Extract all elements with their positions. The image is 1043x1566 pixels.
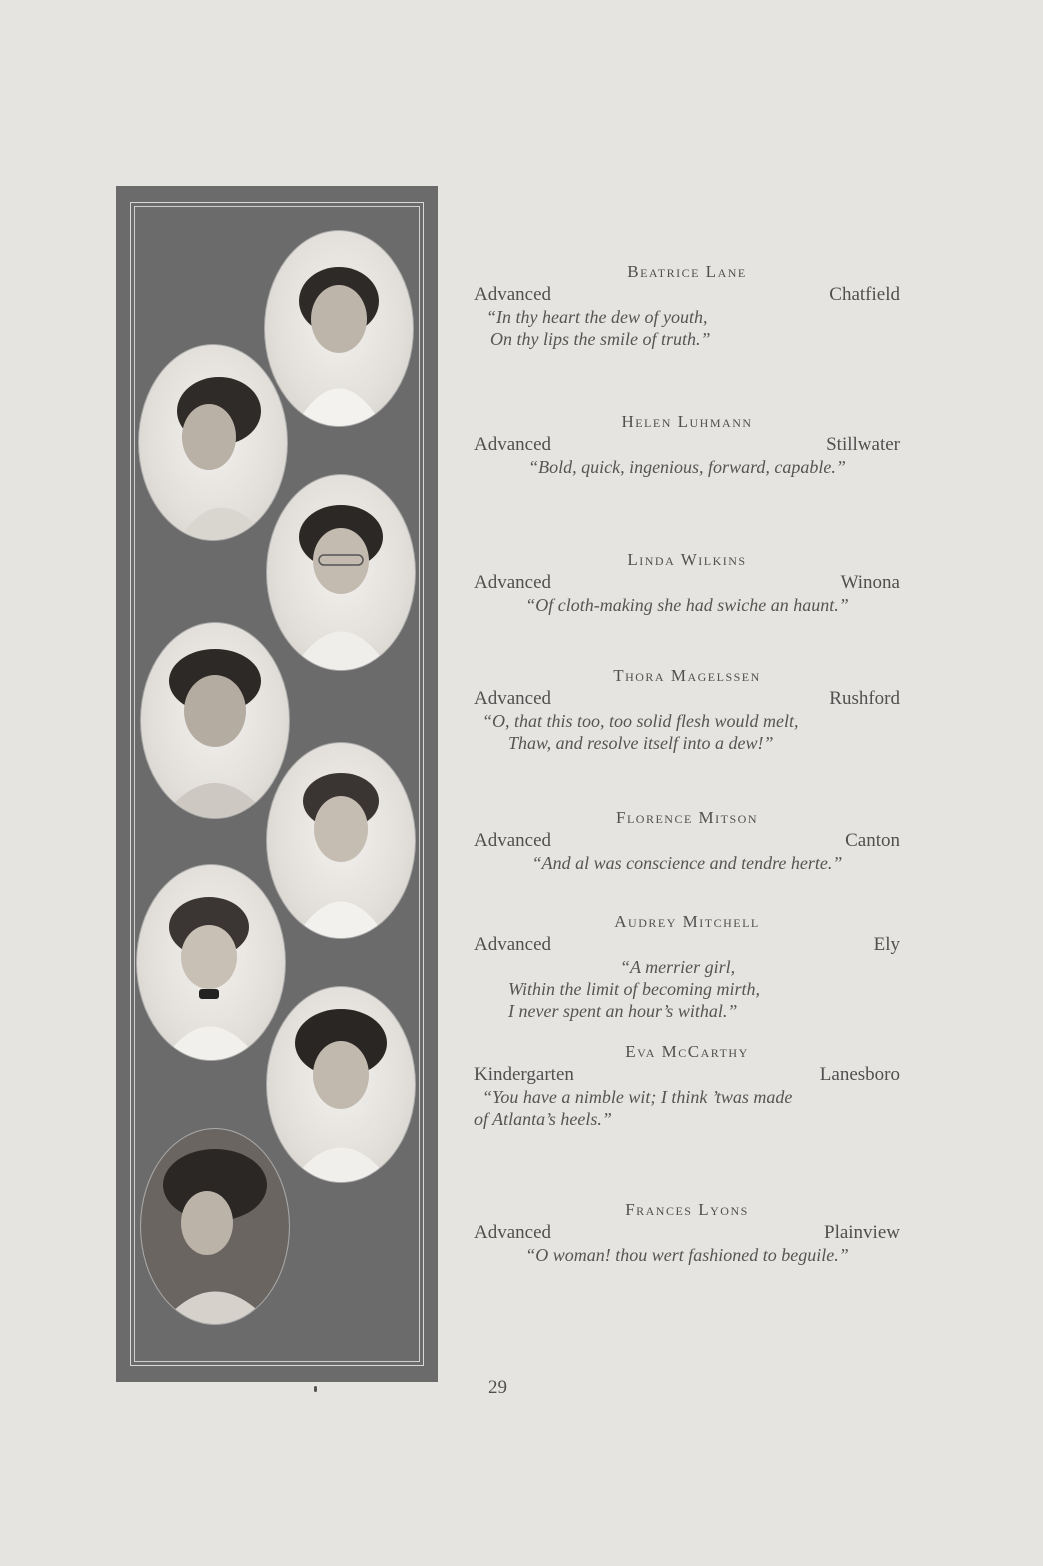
page-number: 29 [488,1377,507,1398]
quote [474,1244,900,1266]
portrait-figure [137,865,285,1060]
hometown: Plainview [824,1222,900,1243]
entry-beatrice-lane [474,262,900,350]
quote-line: “O woman! thou wert fashioned to beguile.” [525,1245,849,1265]
course: Kindergarten [474,1064,574,1085]
portrait-figure [141,1129,289,1324]
student-name: Thora Magelssen [613,666,761,685]
portrait-figure [267,987,415,1182]
quote-line: “And al was conscience and tendre herte.” [531,853,843,873]
entry-meta [474,284,900,306]
course: Advanced [474,434,552,455]
course: Advanced [474,830,552,851]
portrait-frances-lyons [140,1128,290,1325]
quote-line: “Of cloth-making she had swiche an haunt.” [525,595,849,615]
quote-line: Thaw, and resolve itself into a dew!” [508,733,774,753]
quote-line: “O, that this too, too solid flesh would melt, [482,711,799,731]
quote-line: I never spent an hour’s withal.” [508,1001,738,1021]
hometown: Ely [873,934,900,955]
hometown: Canton [845,830,900,851]
hometown: Stillwater [826,434,900,455]
portrait-helen-luhmann [138,344,288,541]
quote [474,456,900,478]
entry-thora-magelssen [474,666,900,754]
portrait-figure [267,743,415,938]
quote-line: Within the limit of becoming mirth, [508,979,760,999]
portrait-figure [139,345,287,540]
course: Advanced [474,284,552,305]
entry-meta [474,1222,900,1244]
quote-line: of Atlanta’s heels.” [474,1109,612,1129]
entry-meta [474,1064,900,1086]
quote [474,1086,900,1130]
quote-line: “You have a nimble wit; I think ’twas made [482,1087,793,1107]
student-name: Helen Luhmann [621,412,753,431]
hometown: Lanesboro [819,1064,900,1085]
entry-meta [474,934,900,956]
student-name: Audrey Mitchell [614,912,760,931]
course: Advanced [474,934,552,955]
quote-line: “Bold, quick, ingenious, forward, capable.” [528,457,846,477]
quote [474,594,900,616]
hometown: Chatfield [829,284,900,305]
entry-frances-lyons [474,1200,900,1266]
entry-florence-mitson [474,808,900,874]
course: Advanced [474,572,552,593]
student-name: Linda Wilkins [627,550,747,569]
course: Advanced [474,1222,552,1243]
portrait-audrey-mitchell [136,864,286,1061]
hometown: Winona [840,572,900,593]
quote-line: On thy lips the smile of truth.” [490,329,711,349]
portrait-figure [267,475,415,670]
quote [474,956,900,1022]
entry-helen-luhmann [474,412,900,478]
portrait-florence-mitson [266,742,416,939]
student-name: Beatrice Lane [627,262,747,281]
quote-line: “In thy heart the dew of youth, [486,307,708,327]
portrait-panel [116,186,438,1382]
entry-linda-wilkins [474,550,900,616]
quote [474,306,900,350]
hometown: Rushford [829,688,900,709]
entry-meta [474,572,900,594]
ink-speck [314,1386,317,1392]
entry-meta [474,688,900,710]
entry-eva-mccarthy [474,1042,900,1130]
student-name: Florence Mitson [616,808,758,827]
quote [474,710,900,754]
student-name: Frances Lyons [625,1200,749,1219]
course: Advanced [474,688,552,709]
portrait-figure [265,231,413,426]
entry-audrey-mitchell [474,912,900,1022]
entry-meta [474,434,900,456]
entry-meta [474,830,900,852]
quote [474,852,900,874]
quote-line: “A merrier girl, [620,957,736,977]
student-name: Eva McCarthy [625,1042,749,1061]
